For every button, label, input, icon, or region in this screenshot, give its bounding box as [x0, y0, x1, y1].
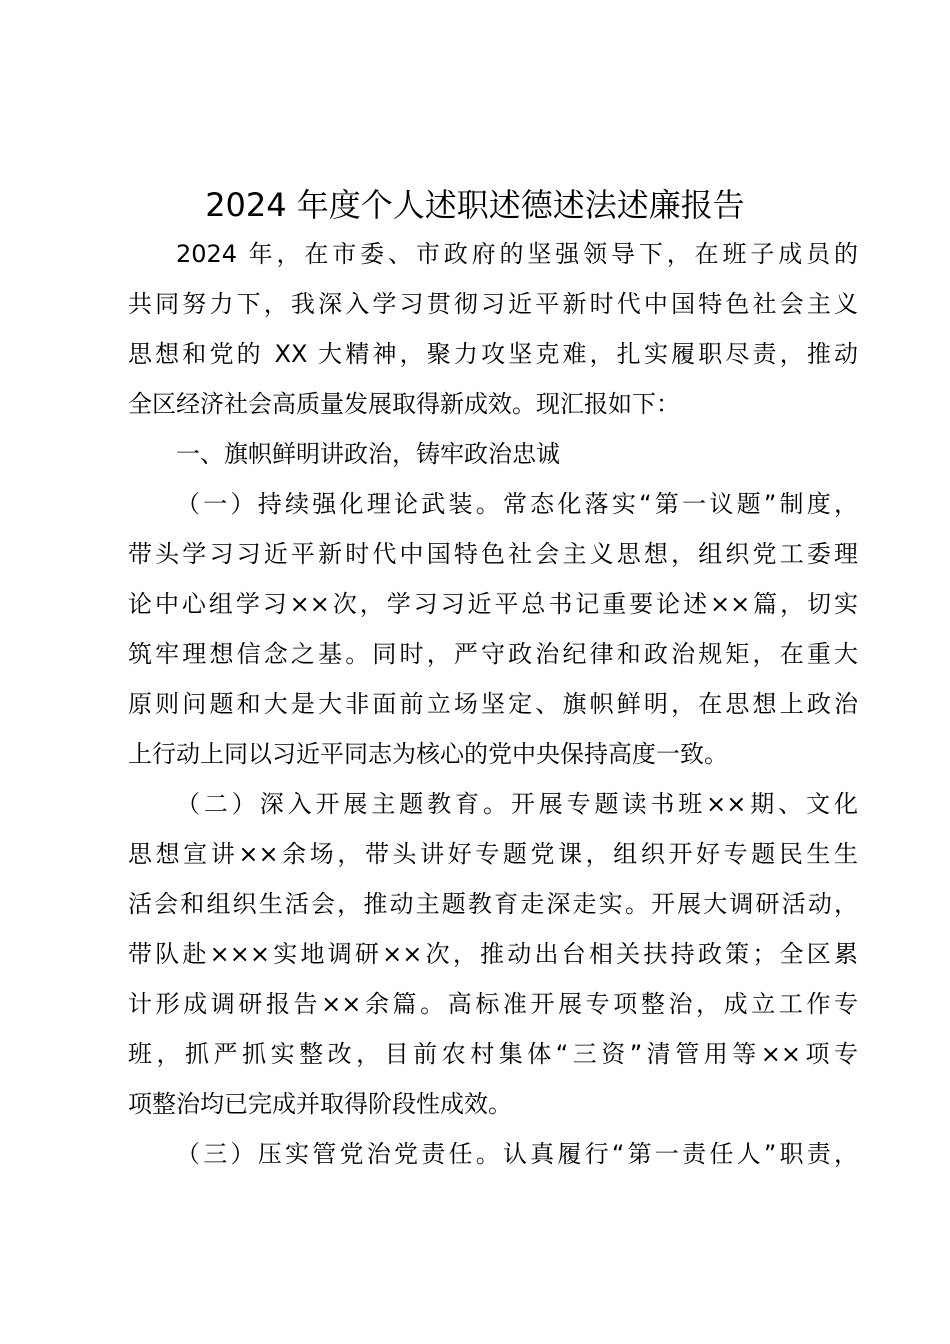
- text-line: 全区经济社会高质量发展取得新成效。现汇报如下：: [128, 390, 680, 418]
- text-line: 思想宣讲××余场，带头讲好专题党课，组织开好专题民生生: [128, 840, 858, 868]
- text-line: 筑牢理想信念之基。同时，严守政治纪律和政治规矩，在重大: [128, 640, 858, 668]
- text-line: 论中心组学习××次，学习习近平总书记重要论述××篇，切实: [128, 590, 858, 618]
- text-line: 原则问题和大是大非面前立场坚定、旗帜鲜明，在思想上政治: [128, 690, 858, 718]
- text-line: 活会和组织生活会，推动主题教育走深走实。开展大调研活动，: [128, 890, 858, 918]
- section-heading-1: [128, 429, 858, 479]
- subsection-1: [128, 479, 858, 779]
- text-line: 思想和党的 XX 大精神，聚力攻坚克难，扎实履职尽责，推动: [128, 340, 858, 368]
- text-line: 带队赴×××实地调研××次，推动出台相关扶持政策；全区累: [128, 940, 858, 968]
- section-heading-text: 一、旗帜鲜明讲政治，铸牢政治忠诚: [176, 440, 560, 468]
- text-line: 上行动上同以习近平同志为核心的党中央保持高度一致。: [128, 740, 728, 768]
- subsection-2: [128, 779, 858, 1129]
- subsection-3: [128, 1129, 858, 1179]
- text-line: 2024 年，在市委、市政府的坚强领导下，在班子成员的: [176, 240, 858, 268]
- text-line: （一）持续强化理论武装。常态化落实“第一议题”制度，: [176, 490, 858, 518]
- document-title: 2024 年度个人述职述德述法述廉报告: [205, 186, 745, 224]
- intro-paragraph: [128, 229, 858, 429]
- text-line: 带头学习习近平新时代中国特色社会主义思想，组织党工委理: [128, 540, 858, 568]
- text-line: 计形成调研报告××余篇。高标准开展专项整治，成立工作专: [128, 990, 858, 1018]
- text-line: （二）深入开展主题教育。开展专题读书班××期、文化: [176, 790, 858, 818]
- text-line: 项整治均已完成并取得阶段性成效。: [128, 1090, 512, 1118]
- text-line: （三）压实管党治党责任。认真履行“第一责任人”职责，: [176, 1140, 858, 1168]
- text-line: 班，抓严抓实整改，目前农村集体“三资”清管用等××项专: [128, 1040, 858, 1068]
- text-line: 共同努力下，我深入学习贯彻习近平新时代中国特色社会主义: [128, 290, 858, 318]
